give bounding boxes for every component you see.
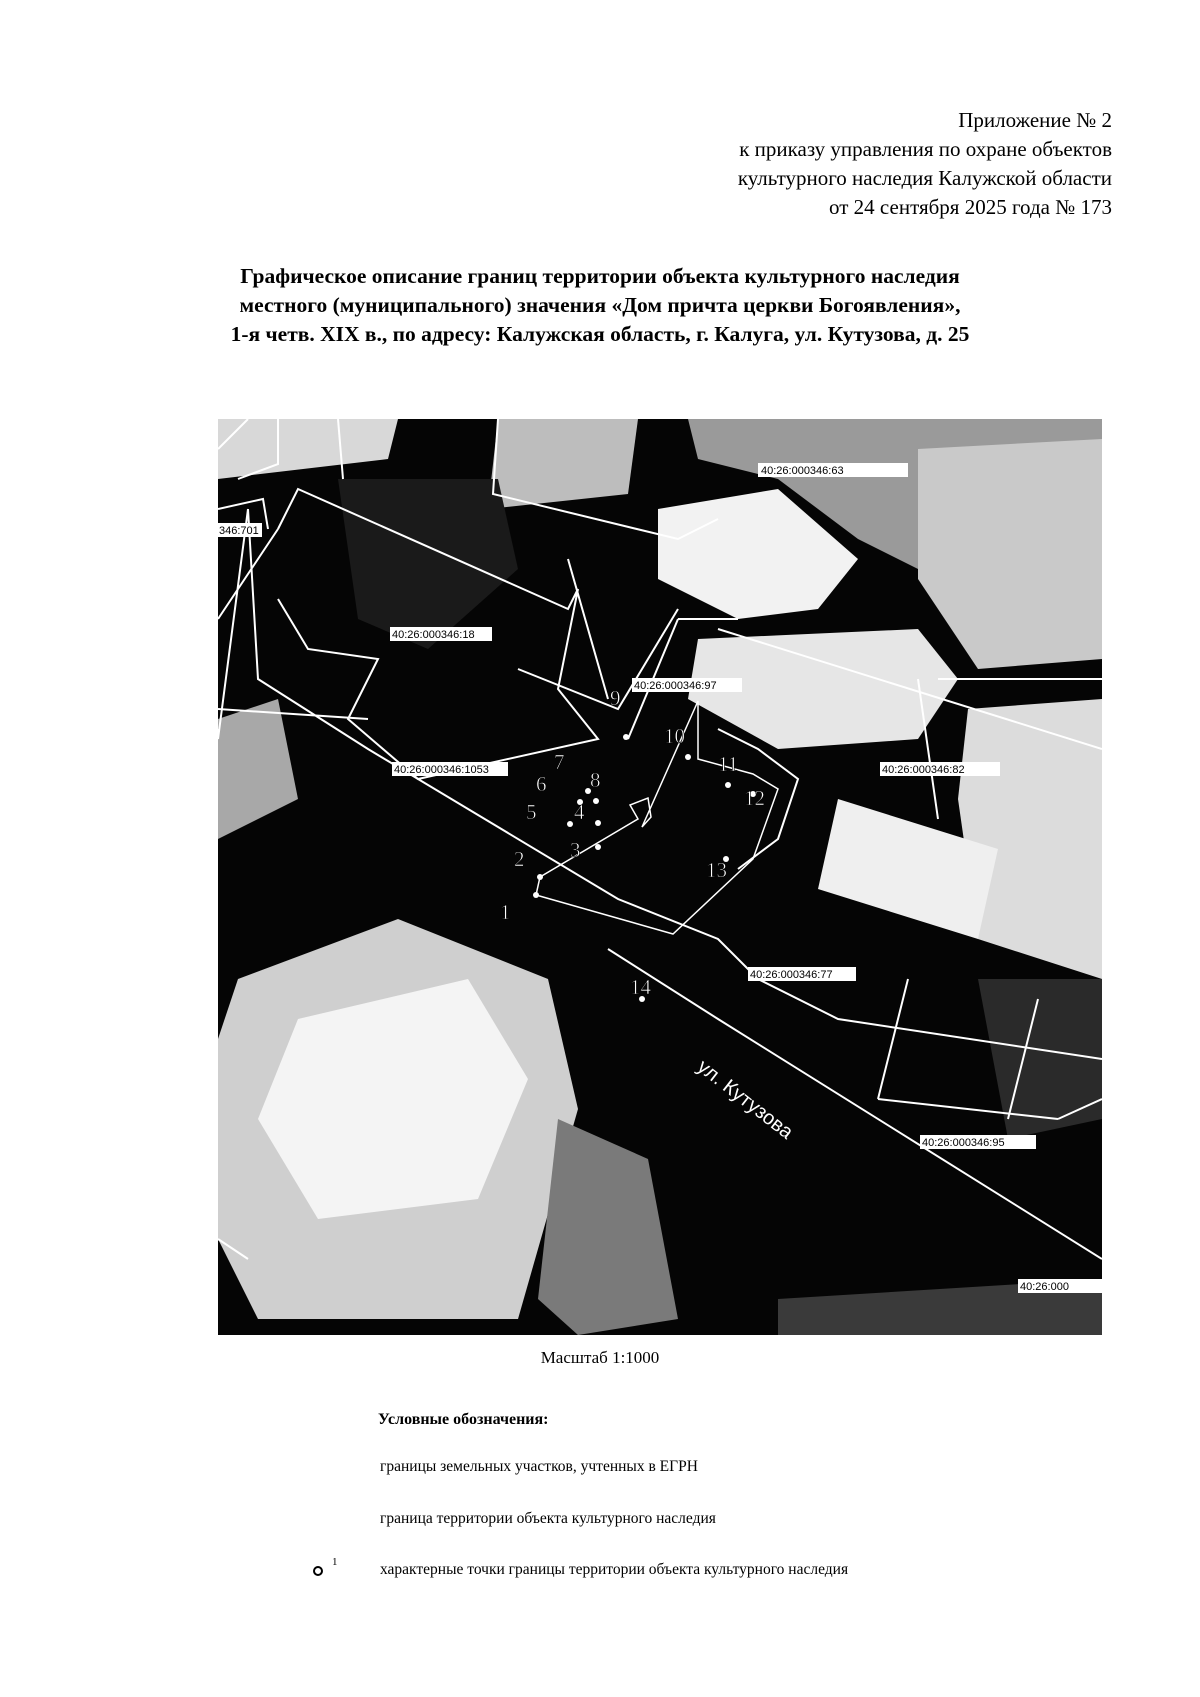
point-label-9: 9 bbox=[610, 686, 621, 710]
point-label-8: 8 bbox=[590, 768, 601, 792]
street-label: ул. Кутузова bbox=[692, 1055, 798, 1144]
parcel-label-1053: 40:26:000346:1053 bbox=[394, 764, 489, 776]
point-label-13: 13 bbox=[706, 858, 727, 882]
parcel-label-701: 346:701 bbox=[219, 525, 259, 537]
parcel-label-97: 40:26:000346:97 bbox=[634, 680, 717, 692]
title-line-1: Графическое описание границ территории объекта культурного наследия bbox=[240, 264, 960, 288]
title-line-3: 1-я четв. XIX в., по адресу: Калужская область, г. Калуга, ул. Кутузова, д. 25 bbox=[230, 322, 970, 346]
document-title bbox=[60, 262, 1140, 349]
point-label-1: 1 bbox=[500, 900, 511, 924]
point-label-14: 14 bbox=[630, 975, 651, 999]
parcel-label-63: 40:26:000346:63 bbox=[761, 465, 844, 477]
aerial-imagery bbox=[218, 419, 1102, 1335]
point-label-4: 4 bbox=[574, 800, 585, 824]
appendix-line-3: культурного наследия Калужской области bbox=[737, 166, 1112, 190]
map-canvas bbox=[218, 419, 1102, 1335]
parcel-label-18: 40:26:000346:18 bbox=[392, 629, 475, 641]
appendix-line-2: к приказу управления по охране объектов bbox=[739, 137, 1112, 161]
parcel-label-partial: 40:26:000 bbox=[1020, 1281, 1069, 1293]
point-label-3: 3 bbox=[570, 838, 581, 862]
legend-point-symbol bbox=[310, 1555, 350, 1581]
point-label-5: 5 bbox=[526, 800, 537, 824]
point-label-2: 2 bbox=[514, 847, 525, 871]
parcel-label-82: 40:26:000346:82 bbox=[882, 764, 965, 776]
point-label-12: 12 bbox=[744, 786, 765, 810]
appendix-line-4: от 24 сентября 2025 года № 173 bbox=[829, 195, 1112, 219]
parcel-label-95: 40:26:000346:95 bbox=[922, 1137, 1005, 1149]
heritage-boundary bbox=[536, 701, 778, 934]
point-label-7: 7 bbox=[554, 750, 565, 774]
title-line-2: местного (муниципального) значения «Дом причта церкви Богоявления», bbox=[239, 293, 961, 317]
legend-parcel-boundaries: границы земельных участков, учтенных в ЕГРН bbox=[380, 1458, 698, 1475]
point-label-6: 6 bbox=[536, 772, 547, 796]
legend-characteristic-points: характерные точки границы территории объекта культурного наследия bbox=[380, 1561, 849, 1578]
point-label-10: 10 bbox=[664, 724, 685, 748]
legend-heritage-boundary: граница территории объекта культурного наследия bbox=[380, 1510, 716, 1527]
legend-point-number: 1 bbox=[332, 1556, 338, 1568]
legend-point-marker bbox=[314, 1567, 322, 1575]
appendix-header bbox=[512, 106, 1112, 222]
legend-title: Условные обозначения: bbox=[378, 1411, 549, 1428]
appendix-line-1: Приложение № 2 bbox=[958, 108, 1112, 132]
aerial-map bbox=[218, 419, 1102, 1335]
point-label-11: 11 bbox=[718, 752, 739, 776]
map-scale: Масштаб 1:1000 bbox=[540, 1348, 660, 1367]
parcel-label-77: 40:26:000346:77 bbox=[750, 969, 833, 981]
